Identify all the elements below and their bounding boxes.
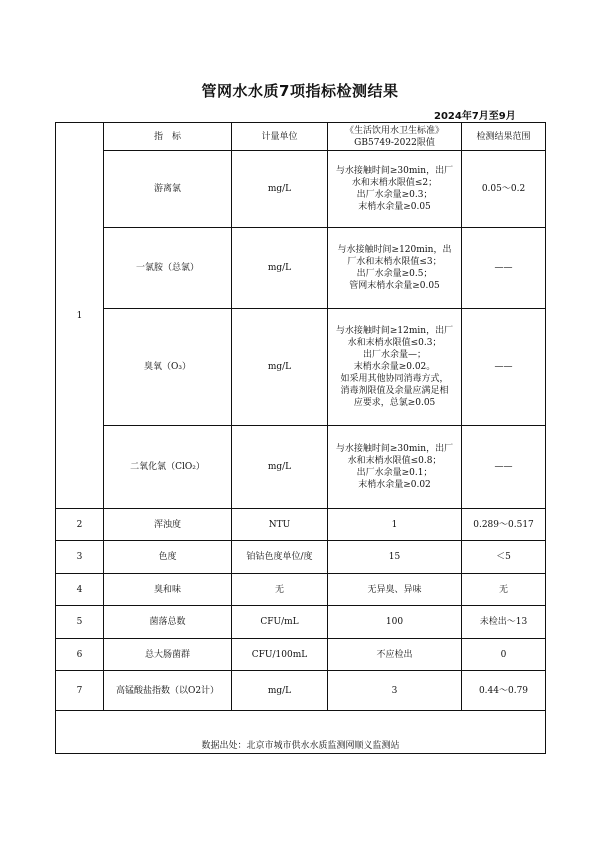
page-title: 管网水水质7项指标检测结果 bbox=[201, 82, 399, 100]
unit-cell: NTU bbox=[232, 509, 328, 541]
standard-line: 与水接触时间≥12min，出厂 bbox=[335, 326, 454, 336]
standard-line: 厂水和末梢水限值≤3； bbox=[347, 257, 442, 267]
standard-line: 出厂水余量—； bbox=[362, 350, 426, 360]
table-row bbox=[56, 228, 546, 309]
standard-line: 与水接触时间≥30min，出厂 bbox=[335, 444, 454, 454]
result-cell: 0.44～0.79 bbox=[462, 671, 546, 711]
indicator-cell: 浑浊度 bbox=[104, 509, 232, 541]
indicator-cell: 臭氧（O₃） bbox=[104, 309, 232, 426]
report-period: 2024年7月至9月 bbox=[434, 111, 516, 122]
row-number: 2 bbox=[56, 509, 104, 541]
result-cell: 无 bbox=[462, 574, 546, 606]
row-number: 4 bbox=[56, 574, 104, 606]
table-row bbox=[56, 426, 546, 509]
unit-cell: 铂钴色度单位/度 bbox=[232, 541, 328, 574]
result-cell: —— bbox=[462, 426, 546, 509]
standard-cell bbox=[328, 151, 462, 228]
indicator-cell: 总大肠菌群 bbox=[104, 639, 232, 671]
table-header-row bbox=[56, 123, 546, 151]
unit-cell: mg/L bbox=[232, 671, 328, 711]
unit-cell: mg/L bbox=[232, 309, 328, 426]
row-number: 5 bbox=[56, 606, 104, 639]
standard-cell bbox=[328, 309, 462, 426]
standard-line: 末梢水余量≥0.05 bbox=[358, 202, 431, 212]
standard-line: 如采用其他协同消毒方式， bbox=[340, 374, 449, 384]
result-cell: 未检出～13 bbox=[462, 606, 546, 639]
header-standard bbox=[328, 123, 462, 151]
standard-cell: 100 bbox=[328, 606, 462, 639]
table-row bbox=[56, 639, 546, 671]
standard-line: 水和末梢水限值≤2； bbox=[351, 178, 438, 188]
row-number: 7 bbox=[56, 671, 104, 711]
table-row bbox=[56, 509, 546, 541]
standard-cell: 3 bbox=[328, 671, 462, 711]
standard-cell: 无异臭、异味 bbox=[328, 574, 462, 606]
result-cell: —— bbox=[462, 228, 546, 309]
indicator-cell: 臭和味 bbox=[104, 574, 232, 606]
result-cell: —— bbox=[462, 309, 546, 426]
standard-cell bbox=[328, 426, 462, 509]
standard-cell: 15 bbox=[328, 541, 462, 574]
standard-cell: 1 bbox=[328, 509, 462, 541]
standard-line: 与水接触时间≥120min，出 bbox=[337, 245, 452, 255]
header-standard-line1: 《生活饮用水卫生标准》 bbox=[344, 125, 444, 136]
source-row bbox=[56, 711, 546, 754]
indicator-cell: 游离氯 bbox=[104, 151, 232, 228]
unit-cell: 无 bbox=[232, 574, 328, 606]
table-row bbox=[56, 606, 546, 639]
header-indicator: 指 标 bbox=[104, 123, 232, 151]
group-number: 1 bbox=[56, 123, 104, 509]
standard-line: 水和末梢水限值≤0.3； bbox=[347, 338, 442, 348]
indicator-cell: 菌落总数 bbox=[104, 606, 232, 639]
unit-cell: mg/L bbox=[232, 151, 328, 228]
standard-line: 出厂水余量≥0.1； bbox=[356, 468, 433, 478]
row-number: 3 bbox=[56, 541, 104, 574]
header-unit: 计量单位 bbox=[232, 123, 328, 151]
header-standard-line2: GB5749-2022限值 bbox=[354, 137, 435, 148]
unit-cell: mg/L bbox=[232, 228, 328, 309]
water-quality-table bbox=[55, 122, 546, 754]
standard-line: 与水接触时间≥30min，出厂 bbox=[335, 166, 454, 176]
standard-line: 应要求，总氯≥0.05 bbox=[353, 398, 436, 408]
standard-line: 出厂水余量≥0.5； bbox=[356, 269, 433, 279]
unit-cell: mg/L bbox=[232, 426, 328, 509]
standard-line: 水和末梢水限值≤0.8； bbox=[347, 456, 442, 466]
result-cell: 0 bbox=[462, 639, 546, 671]
row-number: 6 bbox=[56, 639, 104, 671]
indicator-cell: 一氯胺（总氯） bbox=[104, 228, 232, 309]
indicator-cell: 二氧化氯（ClO₂） bbox=[104, 426, 232, 509]
table-row bbox=[56, 151, 546, 228]
result-cell: 0.289～0.517 bbox=[462, 509, 546, 541]
unit-cell: CFU/mL bbox=[232, 606, 328, 639]
result-cell: 0.05～0.2 bbox=[462, 151, 546, 228]
table-row bbox=[56, 541, 546, 574]
header-result: 检测结果范围 bbox=[462, 123, 546, 151]
standard-line: 出厂水余量≥0.3； bbox=[356, 190, 433, 200]
standard-line: 末梢水余量≥0.02 bbox=[358, 480, 431, 490]
standard-cell bbox=[328, 228, 462, 309]
standard-line: 管网末梢水余量≥0.05 bbox=[349, 281, 440, 291]
indicator-cell: 色度 bbox=[104, 541, 232, 574]
standard-line: 消毒剂限值及余量应满足相 bbox=[340, 386, 449, 396]
result-cell: ＜5 bbox=[462, 541, 546, 574]
standard-cell: 不应检出 bbox=[328, 639, 462, 671]
standard-line: 末梢水余量≥0.02。 bbox=[353, 362, 436, 372]
table-row bbox=[56, 309, 546, 426]
table-row bbox=[56, 574, 546, 606]
source-note: 数据出处：北京市城市供水水质监测网顺义监测站 bbox=[56, 711, 546, 754]
unit-cell: CFU/100mL bbox=[232, 639, 328, 671]
table-row bbox=[56, 671, 546, 711]
indicator-cell: 高锰酸盐指数（以O2计） bbox=[104, 671, 232, 711]
